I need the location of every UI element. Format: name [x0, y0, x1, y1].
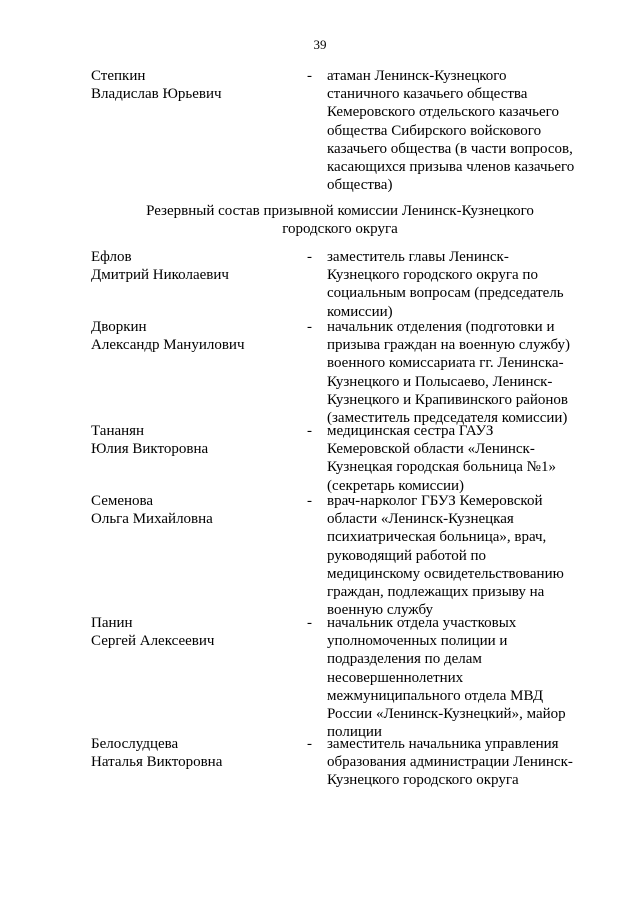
member-role: атаман Ленинск-Кузнецкого станичного казачьего общества Кемеровского отдельского казачьего общества Сибирского войскового казачьего общества (в части вопросов, касающихся призыва членов казачьего общества) — [327, 68, 575, 194]
dash-separator: - — [307, 68, 312, 84]
member-given-name: Ольга Михайловна — [91, 511, 213, 528]
member-name — [91, 248, 301, 284]
member-given-name: Сергей Алексеевич — [91, 633, 215, 650]
member-given-name: Дмитрий Николаевич — [91, 267, 229, 284]
member-given-name: Владислав Юрьевич — [91, 86, 222, 103]
member-given-name: Наталья Викторовна — [91, 754, 223, 771]
member-surname: Панин — [91, 615, 133, 631]
page-number: 39 — [313, 37, 327, 52]
member-surname: Дворкин — [91, 319, 147, 335]
dash-separator: - — [307, 423, 312, 439]
member-name — [91, 422, 301, 458]
member-name — [91, 67, 301, 103]
member-role: заместитель главы Ленинск-Кузнецкого городского округа по социальным вопросам (председатель комиссии) — [327, 249, 564, 320]
member-given-name: Александр Мануилович — [91, 337, 245, 354]
dash-separator: - — [307, 319, 312, 335]
member-surname: Семенова — [91, 493, 154, 509]
member-name — [91, 492, 301, 528]
member-role: врач-нарколог ГБУЗ Кемеровской области «Ленинск-Кузнецкая психиатрическая больница», врач, руководящий работой по медицинскому освидетельствованию граждан, подлежащих призыву на военную службу — [327, 493, 564, 619]
member-name — [91, 735, 301, 771]
member-surname: Белослудцева — [91, 736, 179, 752]
member-surname: Степкин — [91, 68, 146, 84]
member-name — [91, 614, 301, 650]
member-role: заместитель начальника управления образования администрации Ленинск-Кузнецкого городского округа — [327, 736, 573, 789]
member-name — [91, 318, 301, 354]
dash-separator: - — [307, 736, 312, 752]
member-surname: Ефлов — [91, 249, 132, 265]
member-given-name: Юлия Викторовна — [91, 441, 209, 458]
dash-separator: - — [307, 615, 312, 631]
member-role: начальник отдела участковых уполномоченных полиции и подразделения по делам несовершеннолетних межмуниципального отдела МВД России «Ленинск-Кузнецкий», майор полиции — [327, 615, 566, 741]
reserve-section-title: Резервный состав призывной комиссии Ленинск-Кузнецкого городского округа — [146, 203, 534, 238]
dash-separator: - — [307, 249, 312, 265]
dash-separator: - — [307, 493, 312, 509]
member-surname: Тананян — [91, 423, 145, 439]
member-role: начальник отделения (подготовки и призыва граждан на военную службу) военного комиссариата гг. Ленинска-Кузнецкого и Полысаево, Ленинск-Кузнецкого и Крапивинского районов (заместитель председателя комиссии) — [327, 319, 571, 427]
member-role: медицинская сестра ГАУЗ Кемеровской области «Ленинск-Кузнецкая городская больница №1» (секретарь комиссии) — [327, 423, 556, 494]
